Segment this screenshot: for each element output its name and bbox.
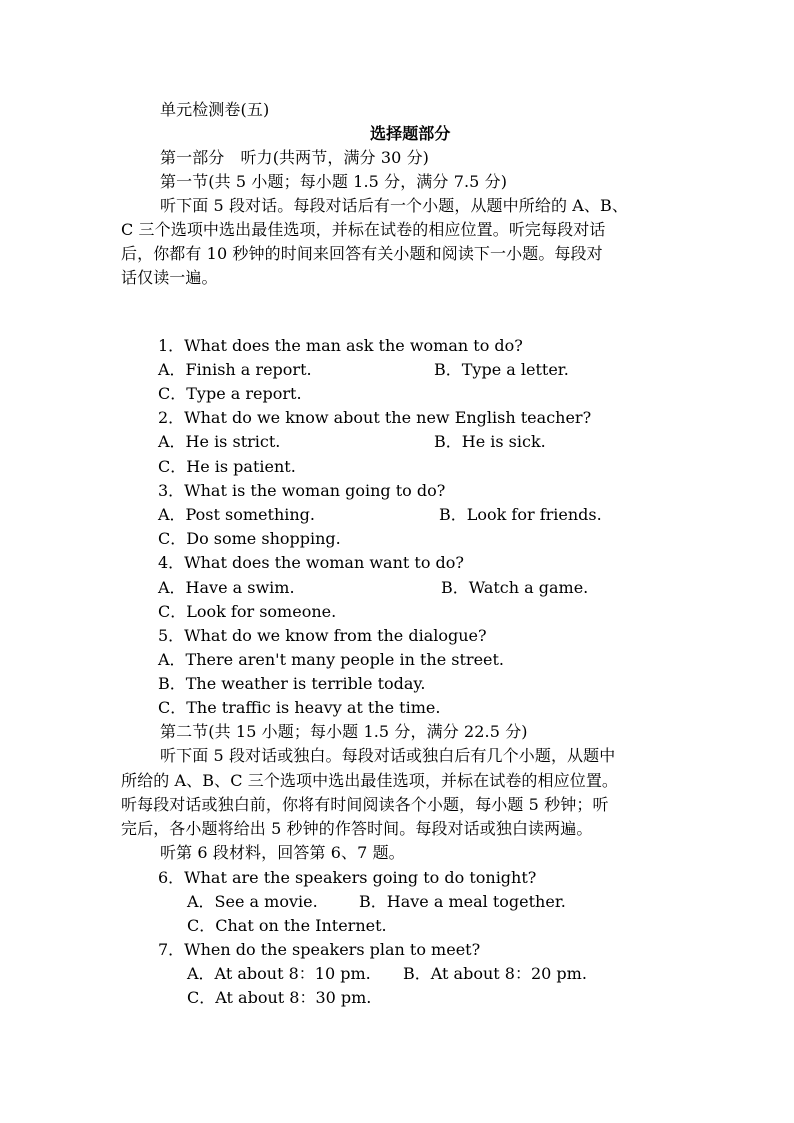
question-4: 4．What does the woman want to do? [158,553,465,572]
option-a: A．He is strict. [158,432,281,451]
part-one-heading: 第一部分 听力(共两节，满分 30 分) [160,148,430,167]
option-a: A．Post something. [158,505,316,524]
option-c: C．Chat on the Internet. [187,916,387,935]
option-b: B．He is sick. [434,432,546,451]
option-c: C．At about 8：30 pm. [187,988,372,1007]
option-b: B．Look for friends. [439,505,602,524]
section-two-heading: 第二节(共 15 小题；每小题 1.5 分，满分 22.5 分) [160,722,528,741]
instruction-line: 听下面 5 段对话。每段对话后有一个小题，从题中所给的 A、B、 [160,196,628,215]
option-a: A．See a movie. [187,892,318,911]
instruction-line: 所给的 A、B、C 三个选项中选出最佳选项，并标在试卷的相应位置。 [121,771,619,790]
instruction-line: C 三个选项中选出最佳选项，并标在试卷的相应位置。听完每段对话 [121,220,606,239]
option-b: B．At about 8：20 pm. [403,964,587,983]
instruction-line: 话仅读一遍。 [121,268,218,287]
question-5: 5．What do we know from the dialogue? [158,626,487,645]
option-a: A．Have a swim. [158,578,295,597]
option-a: A．There aren't many people in the street. [158,650,505,669]
option-c: C．The traffic is heavy at the time. [158,698,441,717]
unit-title: 单元检测卷(五) [160,100,270,119]
question-1: 1．What does the man ask the woman to do? [158,336,523,355]
option-c: C．Look for someone. [158,602,337,621]
option-b: B．The weather is terrible today. [158,674,426,693]
instruction-line: 听下面 5 段对话或独白。每段对话或独白后有几个小题，从题中 [160,746,616,765]
question-6: 6．What are the speakers going to do tonight? [158,868,537,887]
question-3: 3．What is the woman going to do? [158,481,446,500]
material-6-heading: 听第 6 段材料，回答第 6、7 题。 [160,843,405,862]
instruction-line: 后，你都有 10 秒钟的时间来回答有关小题和阅读下一小题。每段对 [121,244,603,263]
option-a: A．Finish a report. [158,360,312,379]
section-one-heading: 第一节(共 5 小题；每小题 1.5 分，满分 7.5 分) [160,172,508,191]
section-title: 选择题部分 [370,124,451,143]
question-7: 7．When do the speakers plan to meet? [158,940,481,959]
option-c: C．He is patient. [158,457,296,476]
question-2: 2．What do we know about the new English teacher? [158,408,592,427]
option-a: A．At about 8：10 pm. [187,964,371,983]
instruction-line: 听每段对话或独白前，你将有时间阅读各个小题，每小题 5 秒钟；听 [121,795,609,814]
instruction-line: 完后，各小题将给出 5 秒钟的作答时间。每段对话或独白读两遍。 [121,819,593,838]
option-b: B．Have a meal together. [359,892,566,911]
option-b: B．Type a letter. [434,360,569,379]
option-b: B．Watch a game. [441,578,589,597]
option-c: C．Do some shopping. [158,529,341,548]
option-c: C．Type a report. [158,384,302,403]
